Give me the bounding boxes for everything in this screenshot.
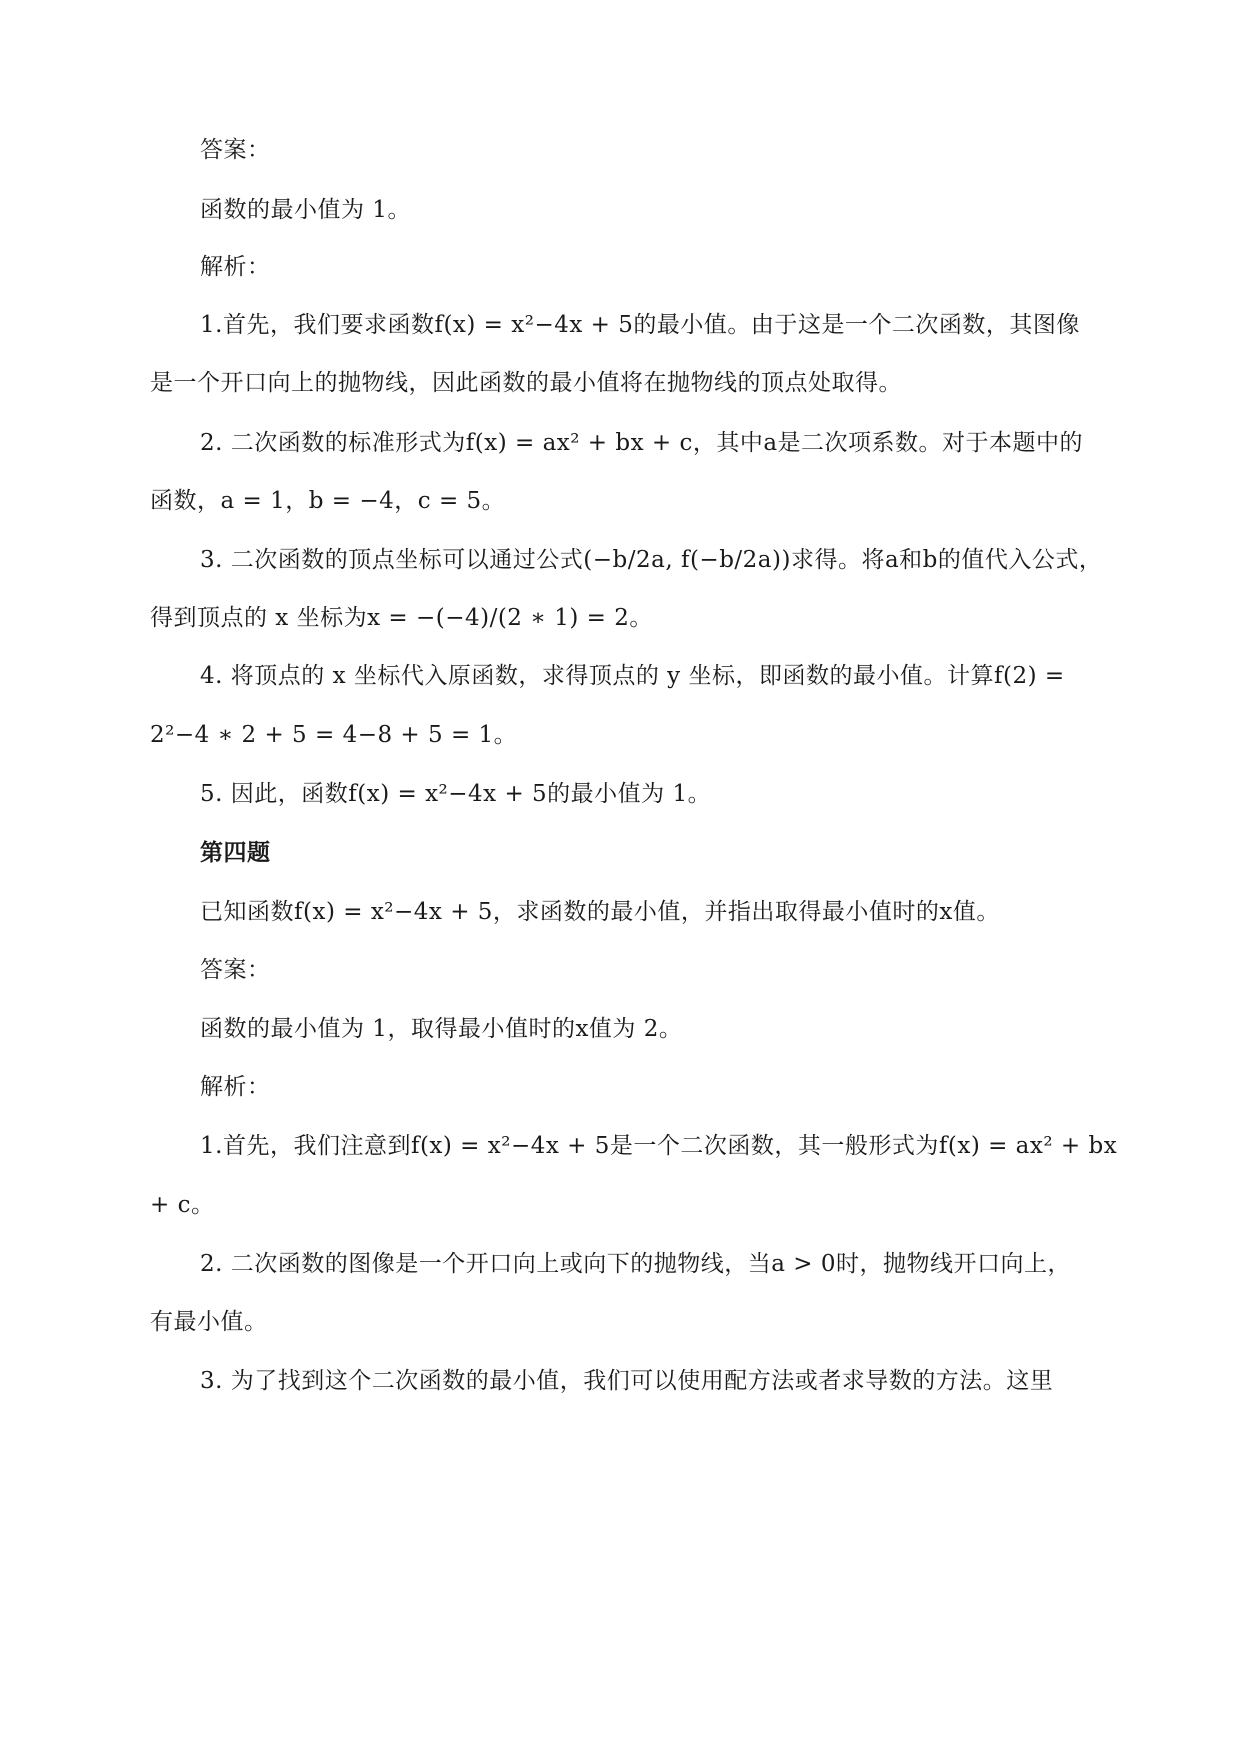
paragraph-line: 2. 二次函数的标准形式为f(x) = ax² + bx + c，其中a是二次项系数。对于本题中的 — [200, 430, 1084, 456]
section-heading: 第四题 — [200, 839, 271, 866]
paragraph-line: 2²−4 ∗ 2 + 5 = 4−8 + 5 = 1。 — [150, 722, 518, 748]
answer-text-1: 函数的最小值为 1。 — [200, 197, 411, 223]
answer-label-2: 答案： — [200, 957, 271, 983]
paragraph-line: 3. 二次函数的顶点坐标可以通过公式(−b/2a, f(−b/2a))求得。将a和b的值代入公式， — [200, 547, 1103, 573]
paragraph-line: 2. 二次函数的图像是一个开口向上或向下的抛物线，当a > 0时，抛物线开口向上， — [200, 1251, 1071, 1277]
answer-label-1: 答案： — [200, 137, 271, 163]
paragraph-line: 有最小值。 — [150, 1309, 268, 1335]
paragraph-line: 是一个开口向上的抛物线，因此函数的最小值将在抛物线的顶点处取得。 — [150, 370, 902, 396]
paragraph-line: 1.首先，我们要求函数f(x) = x²−4x + 5的最小值。由于这是一个二次函数，其图像 — [200, 312, 1080, 338]
paragraph-line: 4. 将顶点的 x 坐标代入原函数，求得顶点的 y 坐标，即函数的最小值。计算f(2) = — [200, 663, 1065, 689]
analysis-label-2: 解析： — [200, 1074, 271, 1100]
answer-text-2: 函数的最小值为 1，取得最小值时的x值为 2。 — [200, 1016, 683, 1042]
analysis-label-1: 解析： — [200, 254, 271, 280]
paragraph-line: 1.首先，我们注意到f(x) = x²−4x + 5是一个二次函数，其一般形式为f(x) = ax² + bx — [200, 1133, 1118, 1159]
paragraph-line: 得到顶点的 x 坐标为x = −(−4)/(2 ∗ 1) = 2。 — [150, 605, 653, 631]
paragraph-line: 函数，a = 1，b = −4，c = 5。 — [150, 488, 506, 514]
paragraph-line: 3. 为了找到这个二次函数的最小值，我们可以使用配方法或者求导数的方法。这里 — [200, 1368, 1054, 1394]
paragraph-line: + c。 — [150, 1192, 215, 1218]
question-text: 已知函数f(x) = x²−4x + 5，求函数的最小值，并指出取得最小值时的x值。 — [200, 899, 1000, 925]
paragraph-line: 5. 因此，函数f(x) = x²−4x + 5的最小值为 1。 — [200, 781, 712, 807]
